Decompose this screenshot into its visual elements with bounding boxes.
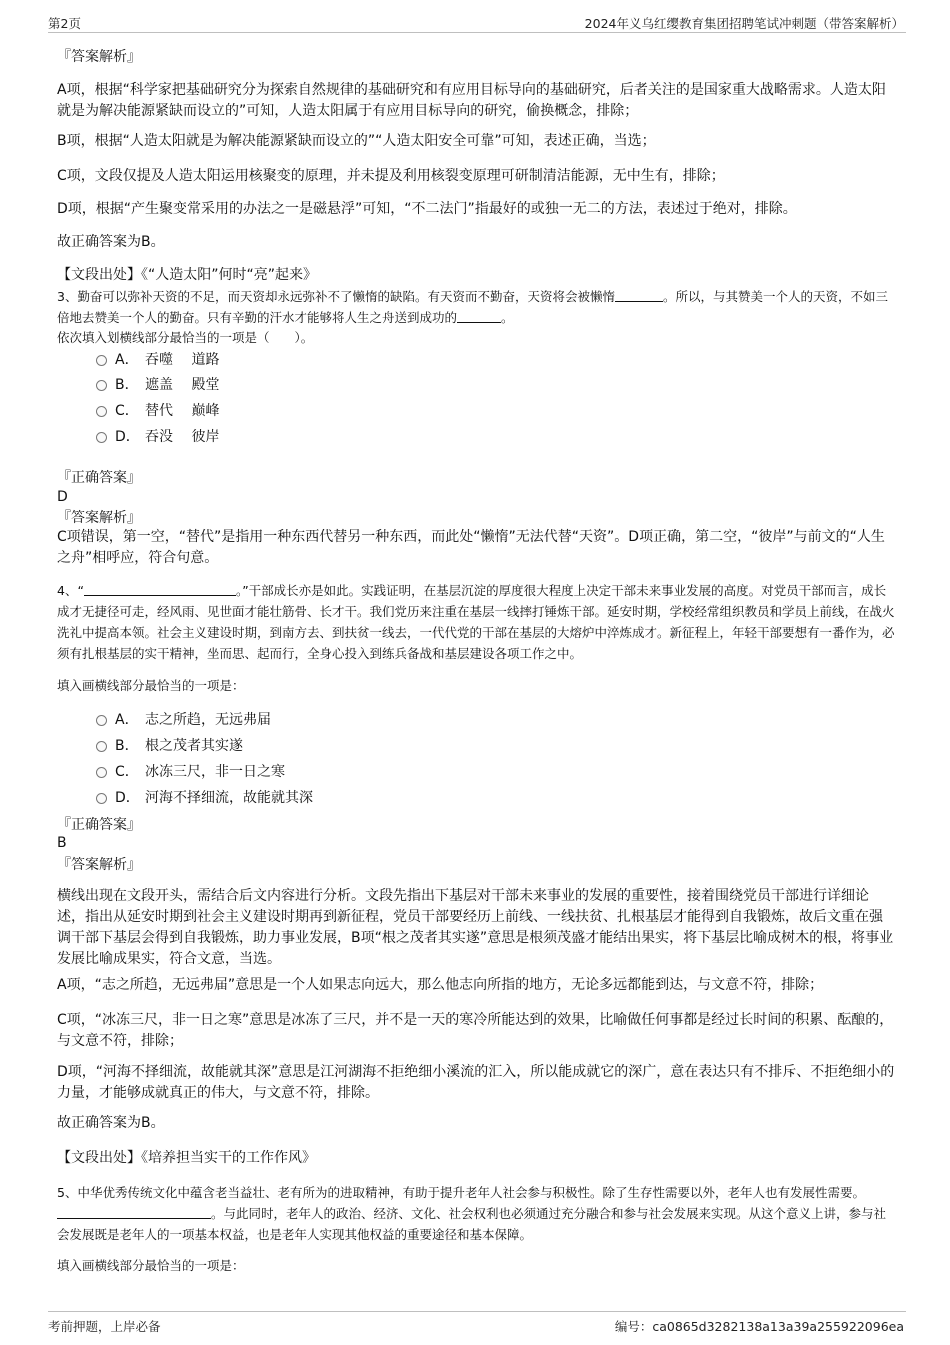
- q3-analysis: C项错误，第一空，“替代”是指用一种东西代替另一种东西，而此处“懒惰”无法代替“天资”。D项正确，第二空，“彼岸”与前文的“人生之舟”相呼应，符合句意。: [57, 529, 885, 566]
- q3-stem: 3、勤奋可以弥补天资的不足，而天资却永远弥补不了懒惰的缺陷。有天资而不勤奋，天资将会被懒惰 。所以，与其赞美一个人的天资，不如三倍地去赞美一个人的勤奋。只有辛勤的汗水才能够将人生之舟送到成功的 。: [57, 289, 888, 325]
- q3-answer: D: [57, 489, 68, 505]
- blank-line: [57, 1206, 211, 1219]
- q3-option-d[interactable]: D． 吞没 彼岸: [96, 427, 219, 447]
- blank-line: [84, 583, 236, 596]
- q4-option-c[interactable]: C． 冰冻三尺，非一日之寒: [96, 762, 285, 782]
- q3-option-b[interactable]: B． 遮盖 殿堂: [96, 375, 219, 395]
- document-title: 2024年义乌红缨教育集团招聘笔试冲刺题（带答案解析）: [584, 16, 904, 31]
- q2-analysis-a: A项，根据“科学家把基础研究分为探索自然规律的基础研究和有应用目标导向的基础研究，后者关注的是国家重大战略需求。人造太阳就是为解决能源紧缺而设立的”可知，人造太阳属于有应用目标导向的研究，偷换概念，排除；: [57, 82, 886, 119]
- q4-option-a[interactable]: A． 志之所趋，无远弗届: [96, 710, 271, 730]
- blank-line: [615, 289, 663, 302]
- q4-option-d[interactable]: D． 河海不择细流，故能就其深: [96, 788, 313, 808]
- radio-button[interactable]: [96, 767, 107, 778]
- page-footer: [48, 1311, 906, 1336]
- q2-source: 【文段出处】《“人造太阳”何时“亮”起来》: [57, 267, 318, 283]
- analysis-label: 『答案解析』: [57, 857, 141, 873]
- q3-prompt: 依次填入划横线部分最恰当的一项是（ ）。: [57, 330, 314, 345]
- q3-option-c[interactable]: C． 替代 巅峰: [96, 401, 219, 421]
- radio-button[interactable]: [96, 715, 107, 726]
- q2-analysis-d: D项，根据“产生聚变常采用的办法之一是磁悬浮”可知，“不二法门”指最好的或独一无二的方法，表述过于绝对，排除。: [57, 201, 797, 217]
- radio-button[interactable]: [96, 793, 107, 804]
- q4-answer: B: [57, 835, 67, 851]
- document-code: 编号：ca0865d3282138a13a39a255922096ea: [614, 1319, 904, 1334]
- footer-slogan: 考前押题，上岸必备: [48, 1319, 161, 1334]
- q2-analysis-c: C项，文段仅提及人造太阳运用核聚变的原理，并未提及利用核裂变原理可研制清洁能源，无中生有，排除；: [57, 168, 725, 184]
- blank-line: [457, 310, 501, 323]
- radio-button[interactable]: [96, 741, 107, 752]
- q5-stem: 5、中华优秀传统文化中蕴含老当益壮、老有所为的进取精神，有助于提升老年人社会参与积极性。除了生存性需要以外，老年人也有发展性需要。。与此同时，老年人的政治、经济、文化、社会权利也必须通过充分融合和参与社会发展来实现。从这个意义上讲，参与社会发展既是老年人的一项基本权益，也是老年人实现其他权益的重要途径和基本保障。: [57, 1185, 887, 1242]
- q2-conclusion: 故正确答案为B。: [57, 234, 165, 250]
- analysis-label: 『答案解析』: [57, 510, 141, 526]
- radio-button[interactable]: [96, 380, 107, 391]
- q4-analysis-c: C项，“冰冻三尺，非一日之寒”意思是冰冻了三尺，并不是一天的寒冷所能达到的效果，比喻做任何事都是经过长时间的积累、酝酿的，与文意不符，排除；: [57, 1012, 894, 1049]
- q4-stem: 4、“ 。”干部成长亦是如此。实践证明，在基层沉淀的厚度很大程度上决定干部未来事业发展的高度。对党员干部而言，成长成才无捷径可走，经风雨、见世面才能壮筋骨、长才干。我们党历来注重在基层一线摔打锤炼干部。延安时期，学校经常组织教员和学员上前线，在战火洗礼中提高本领。社会主义建设时期，到南方去、到扶贫一线去，一代代党的干部在基层的大熔炉中淬炼成才。新征程上，年轻干部要想有一番作为，必须有扎根基层的实干精神，坐而思、起而行，全身心投入到练兵备战和基层建设各项工作之中。: [57, 583, 895, 661]
- analysis-label: 『答案解析』: [57, 49, 141, 65]
- correct-label: 『正确答案』: [57, 817, 141, 833]
- q4-option-b[interactable]: B． 根之茂者其实遂: [96, 736, 243, 756]
- q2-analysis-b: B项，根据“人造太阳就是为解决能源紧缺而设立的”“人造太阳安全可靠”可知，表述正确，当选；: [57, 133, 656, 149]
- q4-conclusion: 故正确答案为B。: [57, 1115, 165, 1131]
- q4-analysis-d: D项，“河海不择细流，故能就其深”意思是江河湖海不拒绝细小溪流的汇入，所以能成就它的深广，意在表达只有不排斥、不拒绝细小的力量，才能够成就真正的伟大，与文意不符，排除。: [57, 1064, 895, 1101]
- radio-button[interactable]: [96, 355, 107, 366]
- q5-prompt: 填入画横线部分最恰当的一项是：: [57, 1258, 245, 1273]
- q4-prompt: 填入画横线部分最恰当的一项是：: [57, 678, 245, 693]
- radio-button[interactable]: [96, 406, 107, 417]
- correct-label: 『正确答案』: [57, 470, 141, 486]
- q4-source: 【文段出处】《培养担当实干的工作作风》: [57, 1150, 316, 1166]
- page-header: [48, 12, 906, 33]
- page-number: 第2页: [48, 16, 81, 31]
- q4-analysis-main: 横线出现在文段开头，需结合后文内容进行分析。文段先指出下基层对干部未来事业的发展的重要性，接着围绕党员干部进行详细论述，指出从延安时期到社会主义建设时期再到新征程，党员干部要经历上前线、一线扶贫、扎根基层才能得到自我锻炼，故后文重在强调干部下基层会得到自我锻炼，助力事业发展，B项“根之茂者其实遂”意思是根须茂盛才能结出果实，将下基层比喻成树木的根，将事业发展比喻成果实，符合文意，当选。: [57, 888, 894, 967]
- radio-button[interactable]: [96, 432, 107, 443]
- q3-option-a[interactable]: A． 吞噬 道路: [96, 350, 219, 370]
- q4-analysis-a: A项，“志之所趋，无远弗届”意思是一个人如果志向远大，那么他志向所指的地方，无论多远都能到达，与文意不符，排除；: [57, 977, 824, 993]
